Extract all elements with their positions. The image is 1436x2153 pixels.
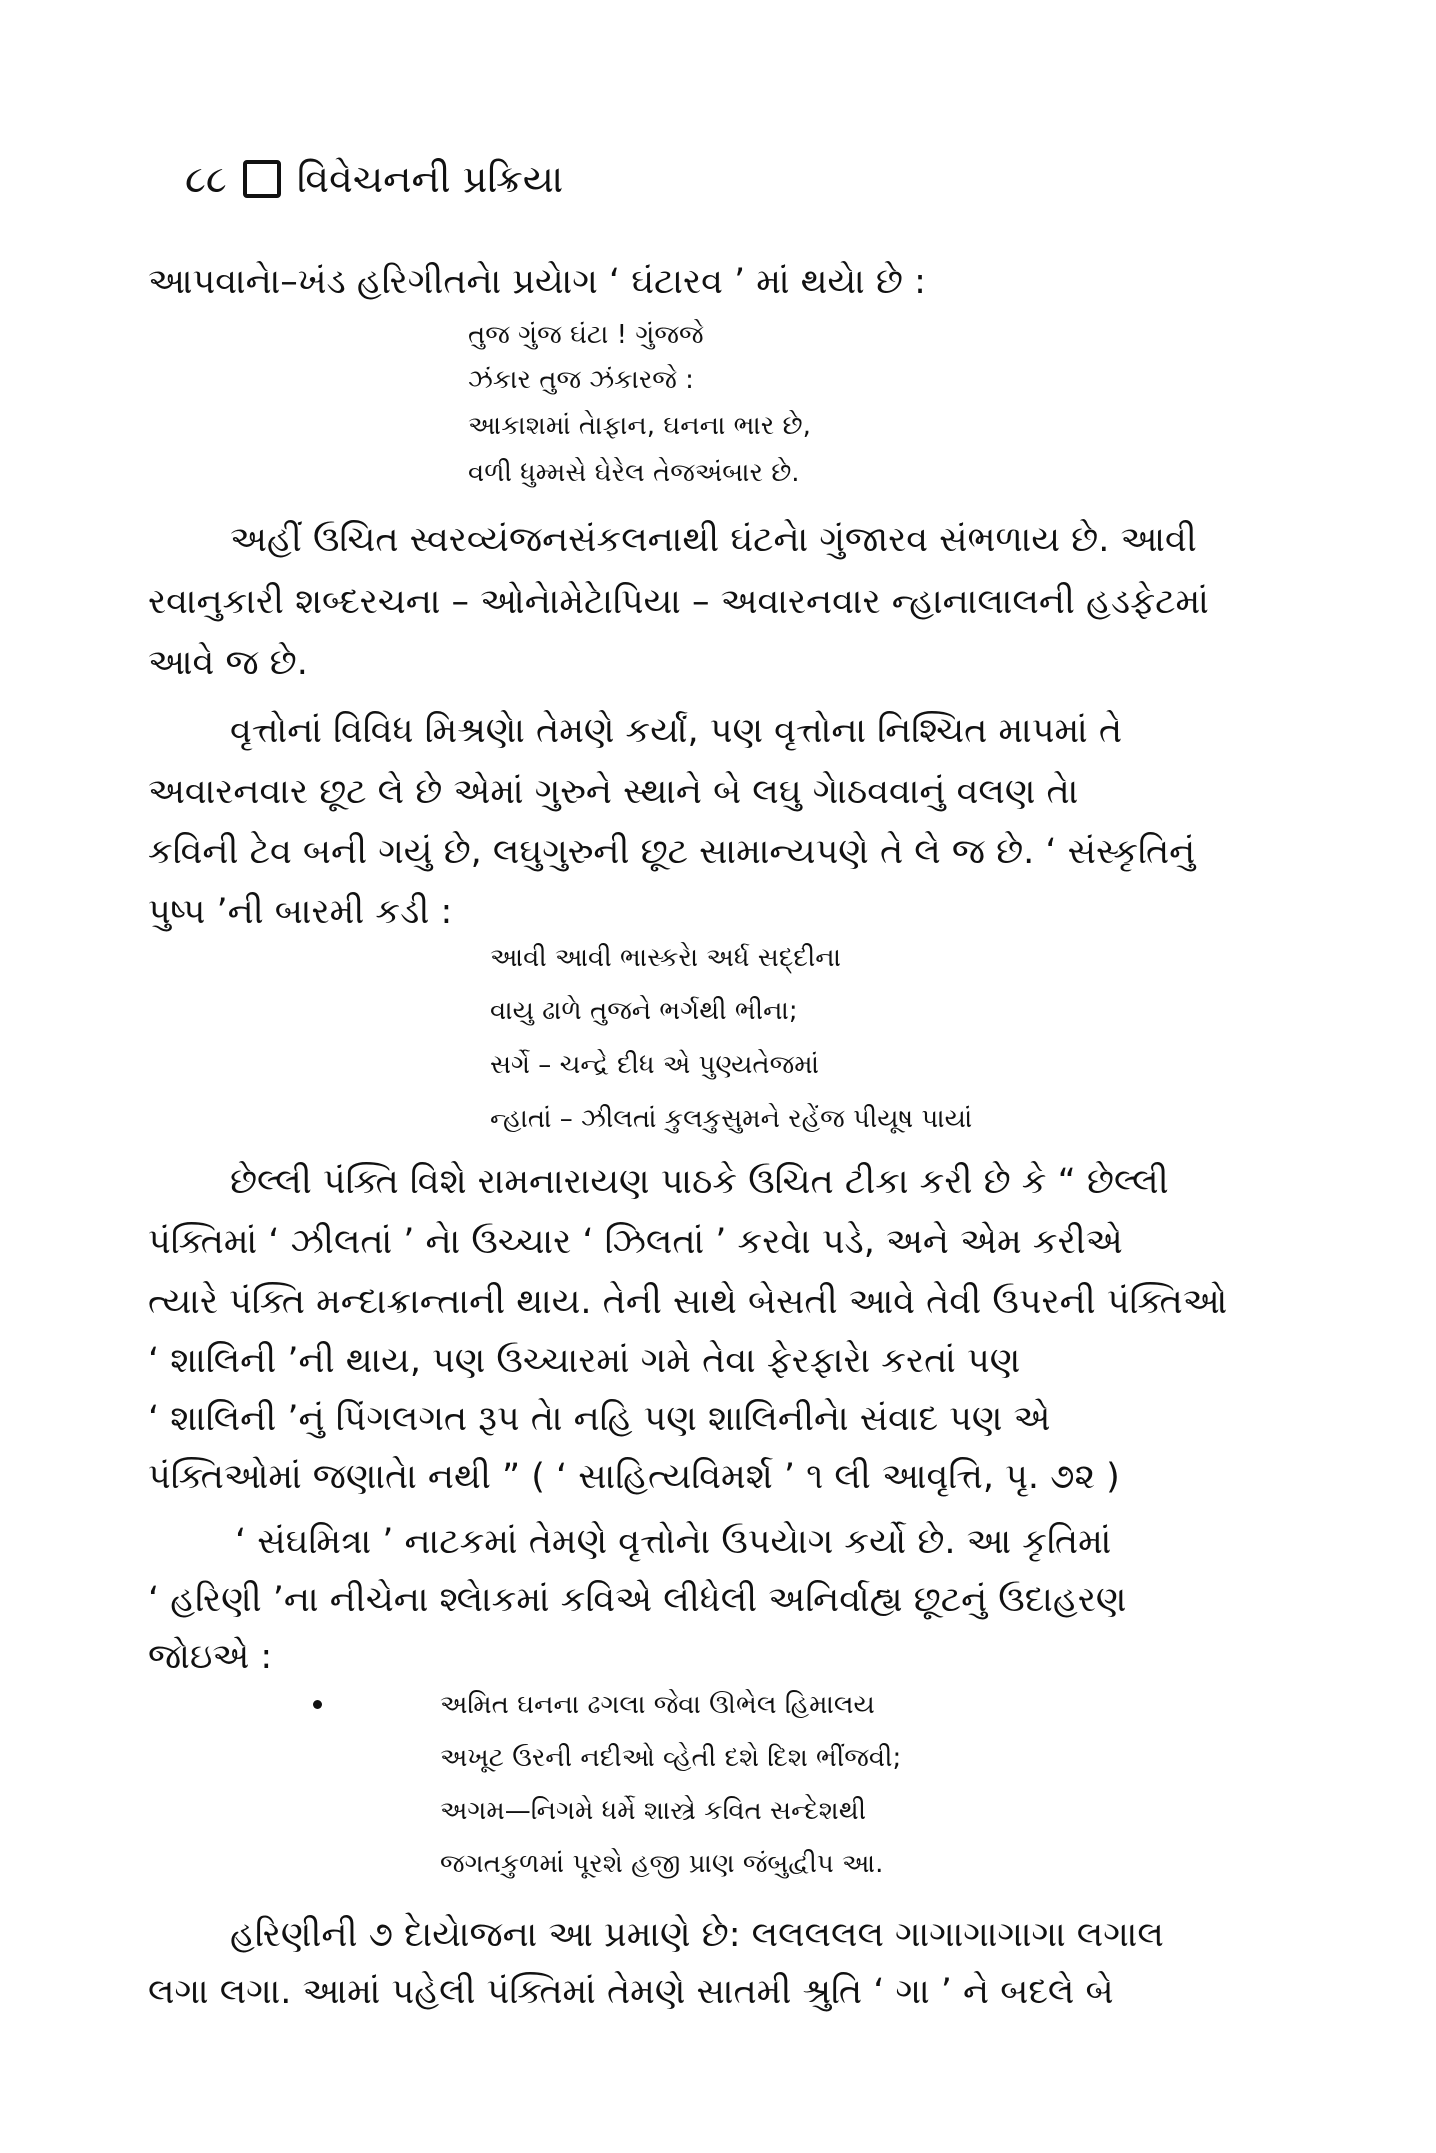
paragraph-line: જોઇએ :: [148, 1637, 273, 1677]
paragraph-line: વૃત્તોનાં વિવિધ મિશ્રણેા તેમણે કર્યાં, પણ વૃત્તોના નિશ્ચિત માપમાં તે: [230, 711, 1123, 751]
paragraph-line: પુષ્પ ’ની બારમી કડી :: [148, 892, 453, 932]
paragraph-line: ‘ શાલિની ’ની થાય, પણ ઉચ્ચારમાં ગમે તેવા ફેરફારેા કરતાં પણ: [148, 1341, 1021, 1381]
intro-line: આપવાનેા–ખંડ હરિગીતનેા પ્રયેાગ ‘ ઘંટારવ ’ માં થયેા છે :: [148, 262, 926, 302]
verse-line: અગમ—નિગમે ધર્મે શાસ્ત્રે કવિત સન્દેશથી: [440, 1796, 867, 1826]
paragraph-line: અહીં ઉચિત સ્વરવ્યંજનસંકલનાથી ઘંટનેા ગુંજારવ સંભળાય છે. આવી: [230, 520, 1197, 560]
paragraph-line: આવે જ છે.: [148, 643, 308, 683]
paragraph-line: પંક્તિમાં ‘ ઝીલતાં ’ નેા ઉચ્ચાર ‘ ઝિલતાં ’ કરવેા પડે, અને એમ કરીએ: [148, 1222, 1123, 1262]
paragraph-line: પંક્તિઓમાં જણાતેા નથી ” ( ‘ સાહિત્યવિમર્શ ’ ૧ લી આવૃત્તિ, પૃ. ૭૨ ): [148, 1457, 1120, 1497]
verse-line: આવી આવી ભાસ્કરેા અર્ધ સદ્દીના: [490, 943, 842, 973]
verse-line: વળી ધુમ્મસે ઘેરેલ તેજઅંબાર છે.: [468, 458, 800, 488]
bullet-dot-icon: [313, 1700, 322, 1709]
paragraph-line: છેલ્લી પંક્તિ વિશે રામનારાયણ પાઠકે ઉચિત ટીકા કરી છે કે “ છેલ્લી: [230, 1162, 1169, 1202]
verse-line: ન્હાતાં – ઝીલતાં કુલકુસુમને રહેંજ પીયૂષ પાયાં: [490, 1104, 973, 1134]
verse-line: સર્ગે – ચન્દ્રે દીધ એ પુણ્યતેજમાં: [490, 1050, 819, 1080]
paragraph-line: હરિણીની ૭ દેાયેાજના આ પ્રમાણે છે: લલલલલ ગાગાગાગાગા લગાલ: [230, 1915, 1164, 1955]
verse-line: જગતકુળમાં પૂરશે હજી પ્રાણ જંબુદ્વીપ આ.: [440, 1849, 884, 1879]
paragraph-line: ત્યારે પંક્તિ મન્દાક્રાન્તાની થાય. તેની સાથે બેસતી આવે તેવી ઉપરની પંક્તિઓ: [148, 1282, 1228, 1322]
running-title: વિવેચનની પ્રક્રિયા: [296, 157, 564, 201]
square-ornament-icon: [243, 160, 281, 198]
verse-line: આકાશમાં તાેફાન, ઘનના ભાર છે,: [468, 411, 811, 441]
paragraph-line: ‘ સંઘમિત્રા ’ નાટકમાં તેમણે વૃત્તોનેા ઉપયેાગ કર્યો છે. આ કૃતિમાં: [235, 1522, 1112, 1562]
verse-line: અખૂટ ઉરની નદીઓ વ્હેતી દશે દિશ ભીંજવી;: [440, 1743, 902, 1773]
page-header: [185, 157, 564, 201]
page-number: ૮૮: [185, 157, 227, 201]
paragraph-line: ‘ હરિણી ’ના નીચેના શ્લેાકમાં કવિએ લીધેલી અનિર્વાહ્ય છૂટનું ઉદાહરણ: [148, 1580, 1127, 1620]
verse-line: વાયુ ઢાળે તુજને ભર્ગથી ભીના;: [490, 996, 798, 1026]
paragraph-line: અવારનવાર છૂટ લે છે એમાં ગુરુને સ્થાને બે લઘુ ગાેઠવવાનું વલણ તેા: [148, 772, 1079, 812]
verse-line: તુજ ગુંજ ઘંટા ! ગુંજજે: [468, 320, 704, 350]
paragraph-line: લગા લગા. આમાં પહેલી પંક્તિમાં તેમણે સાતમી શ્રુતિ ‘ ગા ’ ને બદલે બે: [148, 1972, 1114, 2012]
paragraph-line: કવિની ટેવ બની ગયું છે, લઘુગુરુની છૂટ સામાન્યપણે તે લે જ છે. ‘ સંસ્કૃતિનું: [148, 832, 1196, 872]
verse-line: અમિત ઘનના ઢગલા જેવા ઊભેલ હિમાલય: [440, 1690, 875, 1720]
paragraph-line: રવાનુકારી શબ્દરચના – ઓનેામેટાેપિયા – અવારનવાર ન્હાનાલાલની હડફેટમાં: [148, 582, 1209, 622]
verse-line: ઝંકાર તુજ ઝંકારજે :: [468, 365, 694, 395]
paragraph-line: ‘ શાલિની ’નું પિંગલગત રૂપ તેા નહિ પણ શાલિનીનેા સંવાદ પણ એ: [148, 1399, 1051, 1439]
